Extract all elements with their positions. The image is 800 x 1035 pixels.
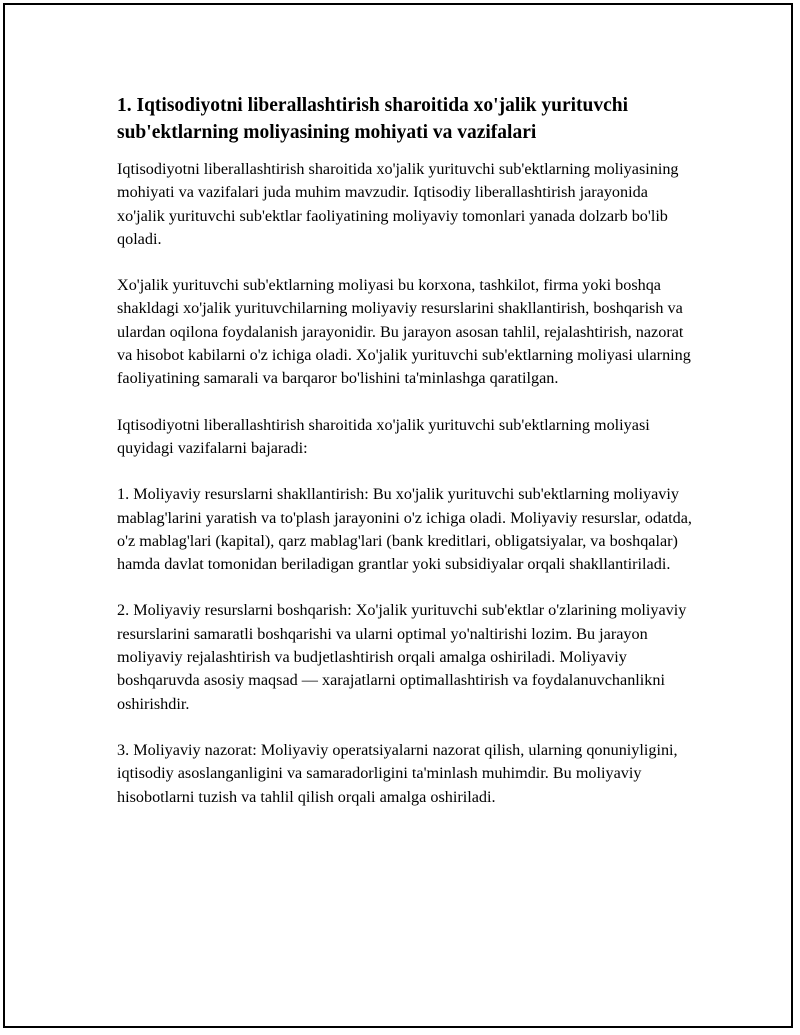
section-heading: 1. Iqtisodiyotni liberallashtirish sharoitida xo'jalik yurituvchi sub'ektlarning moliyasining mohiyati va vazifalari [117, 95, 629, 143]
paragraph-definition: Xo'jalik yurituvchi sub'ektlarning moliyasi bu korxona, tashkilot, firma yoki boshqa shakldagi xo'jalik yurituvchilarning moliyaviy resurslarini shakllantirish, boshqarish va ulardan oqilona foydalanish jarayonidir. Bu jarayon asosan tahlil, rejalashtirish, nazorat va hisobot kabilarni o'z ichiga oladi. Xo'jalik yurituvchi sub'ektlarning moliyasi ularning faoliyatining samarali va barqaror bo'lishini ta'minlashga qaratilgan. [117, 276, 691, 388]
paragraph-task-3: 3. Moliyaviy nazorat: Moliyaviy operatsiyalarni nazorat qilish, ularning qonuniyligini, iqtisodiy asoslanganligini va samaradorligini ta'minlash muhimdir. Bu moliyaviy hisobotlarni tuzish va tahlil qilish orqali amalga oshiriladi. [117, 740, 678, 806]
paragraph-task-2: 2. Moliyaviy resurslarni boshqarish: Xo'jalik yurituvchi sub'ektlar o'zlarining moliyaviy resurslarini samaratli boshqarishi va ularni optimal yo'naltirishi lozim. Bu jarayon moliyaviy rejalashtirish va budjetlashtirish orqali amalga oshiriladi. Moliyaviy boshqaruvda asosiy maqsad — xarajatlarni optimallashtirish va foydalanuvchanlikni oshirishdir. [117, 601, 687, 713]
paragraph-intro: Iqtisodiyotni liberallashtirish sharoitida xo'jalik yurituvchi sub'ektlarning moliyasining mohiyati va vazifalari juda muhim mavzudir. Iqtisodiy liberallashtirish jarayonida xo'jalik yurituvchi sub'ektlar faoliyatining moliyaviy tomonlari yanada dolzarb bo'lib qoladi. [117, 160, 679, 248]
paragraph-task-1: 1. Moliyaviy resurslarni shakllantirish: Bu xo'jalik yurituvchi sub'ektlarning moliyaviy mablag'larini yaratish va to'plash jarayonini o'z ichiga oladi. Moliyaviy resurslar, odatda, o'z mablag'lari (kapital), qarz mablag'lari (bank kreditlari, obligatsiyalar, va boshqalar) hamda davlat tomonidan beriladigan grantlar yoki subsidiyalar orqali shakllantiriladi. [117, 485, 692, 574]
paragraph-tasks-intro: Iqtisodiyotni liberallashtirish sharoitida xo'jalik yurituvchi sub'ektlarning moliyasi quyidagi vazifalarni bajaradi: [117, 415, 650, 457]
document-body [117, 92, 692, 832]
